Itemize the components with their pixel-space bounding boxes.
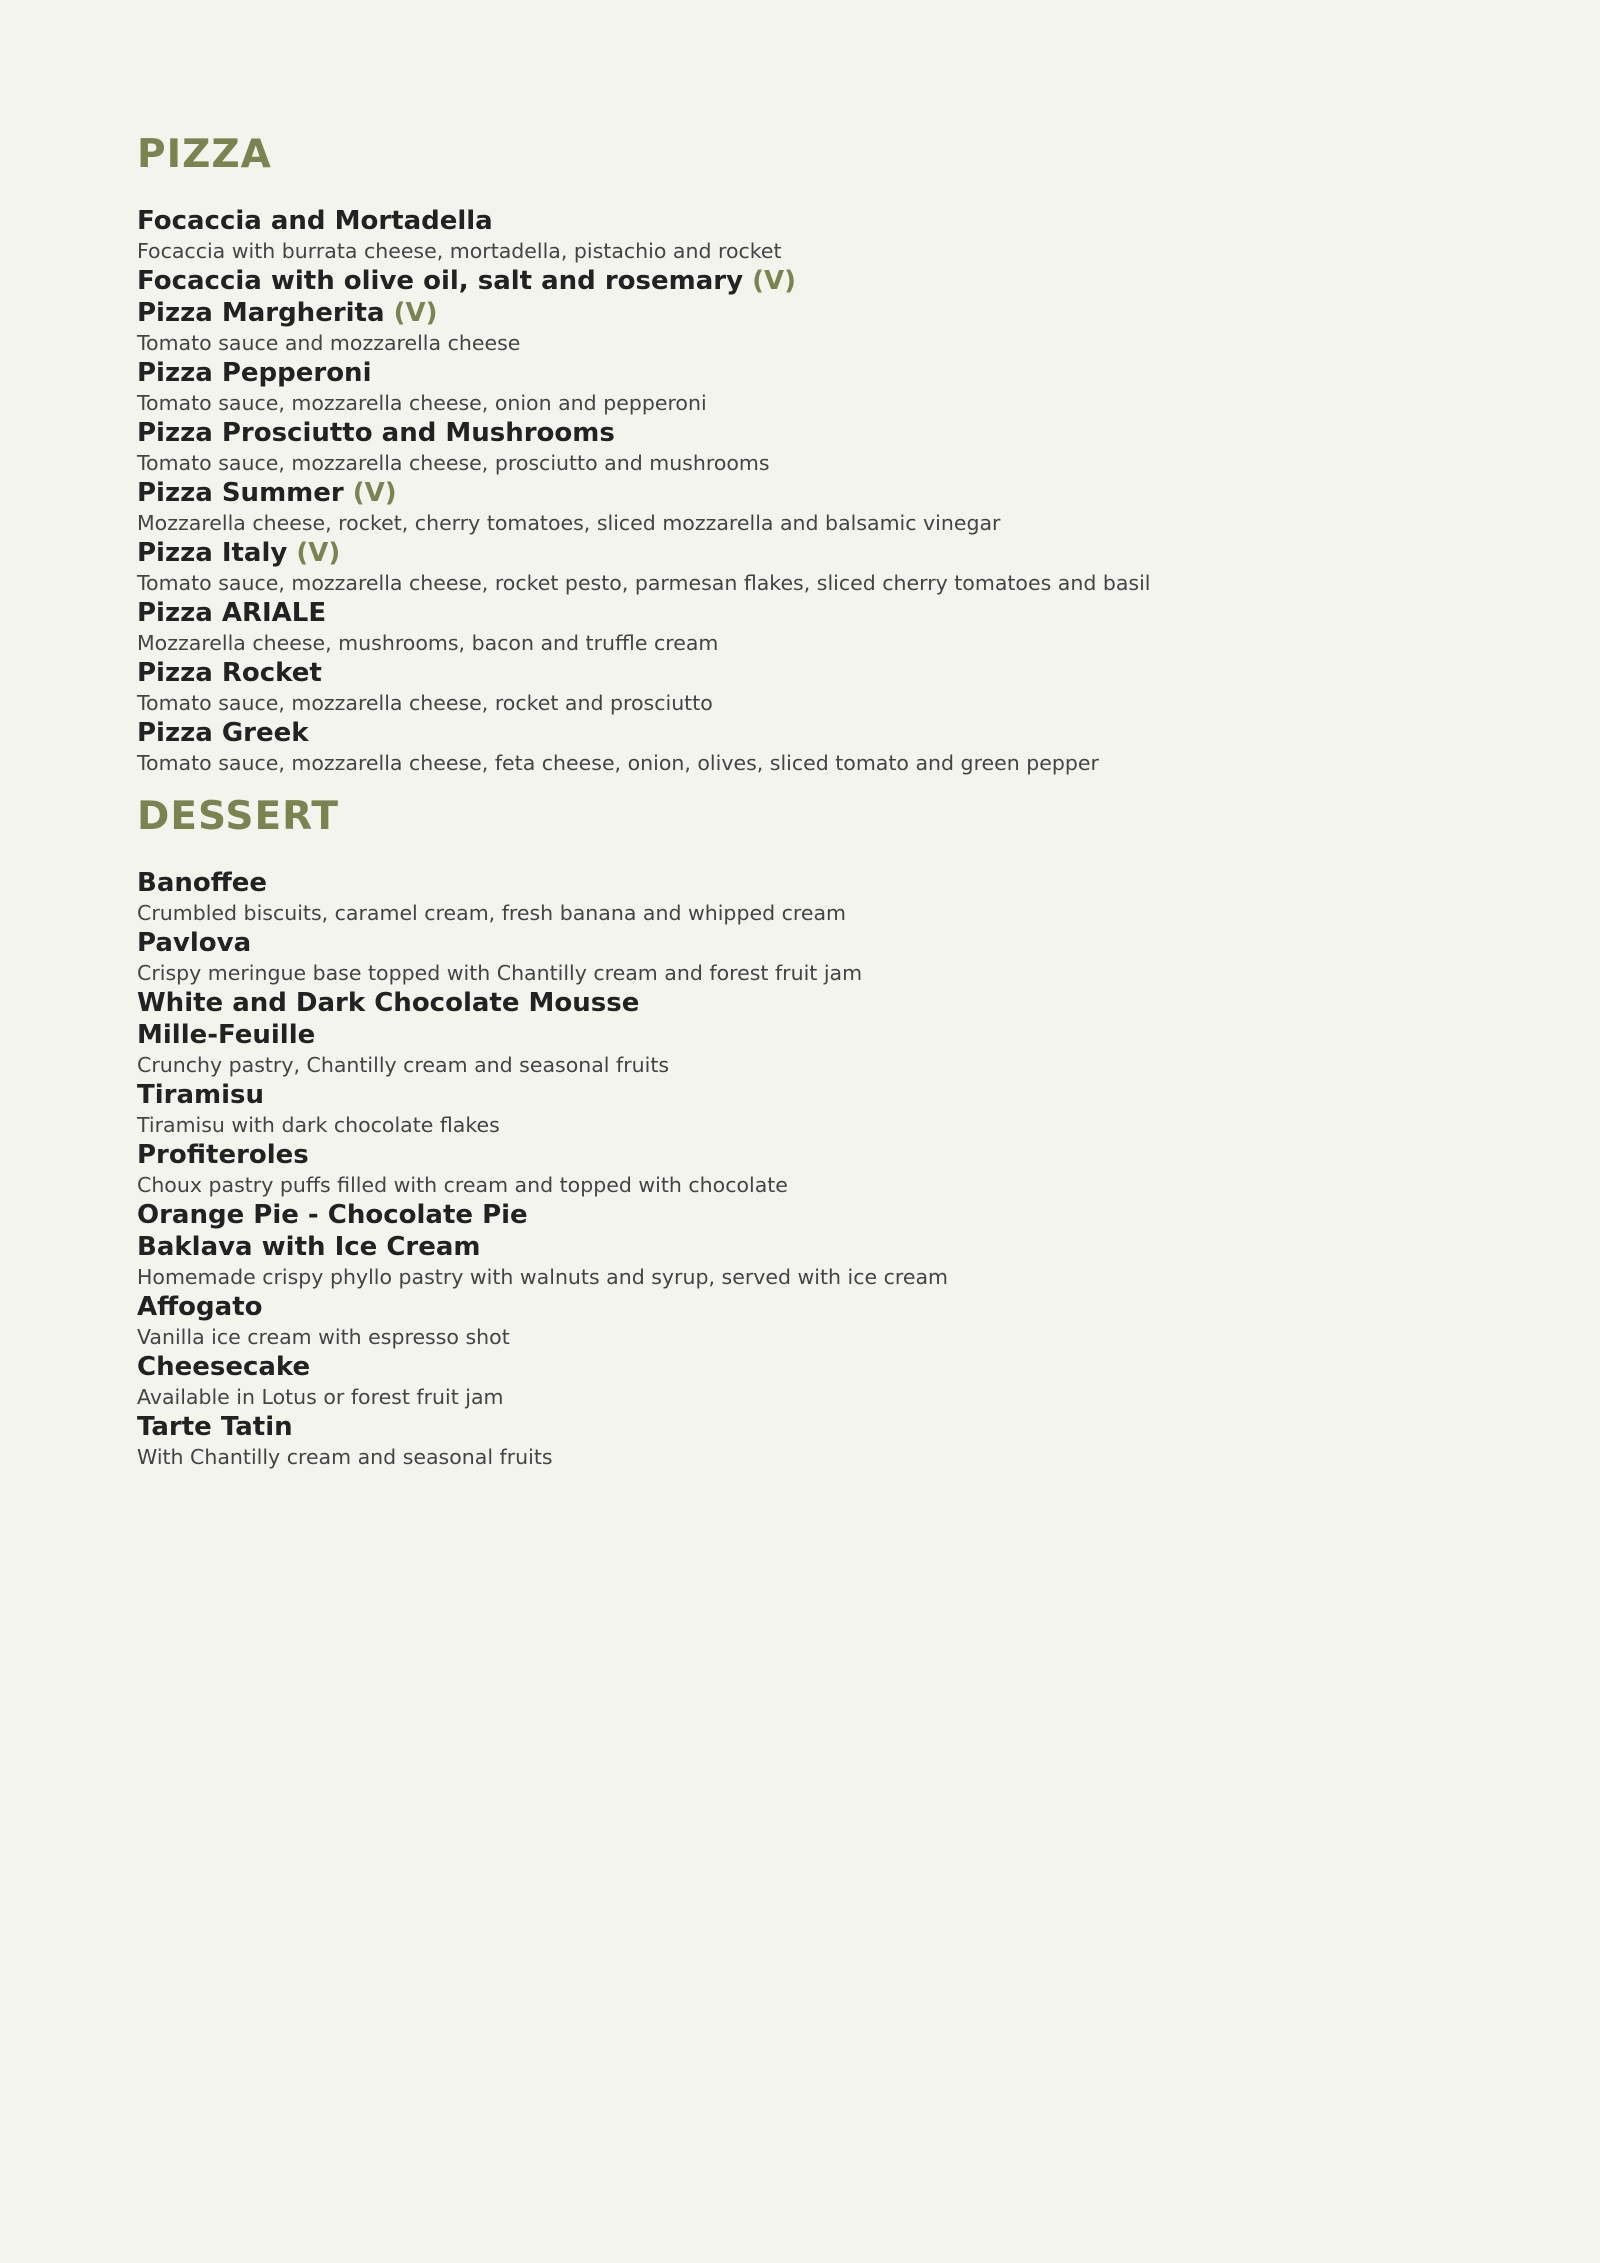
menu-item <box>137 717 1600 777</box>
menu-item-title: Tiramisu <box>137 1080 265 1110</box>
menu-item-title: Pizza Rocket <box>137 658 322 688</box>
menu-item-name <box>137 927 1600 959</box>
menu-item-title: Focaccia and Mortadella <box>137 206 493 236</box>
menu-item <box>137 1079 1600 1139</box>
vegetarian-badge: (V) <box>352 478 397 508</box>
menu-item <box>137 297 1600 357</box>
vegetarian-badge: (V) <box>296 538 341 568</box>
menu-item-name <box>137 537 1600 569</box>
menu-item <box>137 1139 1600 1199</box>
menu-item-name <box>137 597 1600 629</box>
menu-section-dessert <box>137 787 1600 1471</box>
menu-item-description: Tomato sauce, mozzarella cheese, onion and pepperoni <box>137 391 707 415</box>
vegetarian-badge: (V) <box>393 298 438 328</box>
menu-item <box>137 597 1600 657</box>
menu-item-title: Pizza Summer <box>137 478 344 508</box>
menu-item-description: Tomato sauce and mozzarella cheese <box>137 331 521 355</box>
menu-item-description: Focaccia with burrata cheese, mortadella, pistachio and rocket <box>137 239 782 263</box>
menu-item <box>137 477 1600 537</box>
menu-item-name <box>137 987 1600 1019</box>
menu-item-list <box>137 867 1600 1471</box>
menu-item-title: Pizza Margherita <box>137 298 385 328</box>
menu-item-title: Banoffee <box>137 868 268 898</box>
menu-item-title: White and Dark Chocolate Mousse <box>137 988 640 1018</box>
menu-item-description: Crunchy pastry, Chantilly cream and seasonal fruits <box>137 1053 670 1077</box>
menu-item-name <box>137 1079 1600 1111</box>
menu-item-name <box>137 1019 1600 1051</box>
menu-item-title: Profiteroles <box>137 1140 309 1170</box>
vegetarian-badge: (V) <box>752 266 797 296</box>
menu-item-name <box>137 657 1600 689</box>
menu-item-description: Crispy meringue base topped with Chantilly cream and forest fruit jam <box>137 961 863 985</box>
menu-item <box>137 1411 1600 1471</box>
menu-item-name <box>137 1351 1600 1383</box>
menu-item-description: Choux pastry puffs filled with cream and topped with chocolate <box>137 1173 788 1197</box>
menu-item-description: Vanilla ice cream with espresso shot <box>137 1325 510 1349</box>
menu-item-description: Available in Lotus or forest fruit jam <box>137 1385 504 1409</box>
menu-item-description: Tomato sauce, mozzarella cheese, prosciutto and mushrooms <box>137 451 770 475</box>
menu-item-description: Mozzarella cheese, rocket, cherry tomatoes, sliced mozzarella and balsamic vinegar <box>137 511 1001 535</box>
menu-item-title: Pizza Greek <box>137 718 309 748</box>
menu-item-name <box>137 1199 1600 1231</box>
menu-section-pizza <box>137 125 1600 777</box>
menu-item-description: Tomato sauce, mozzarella cheese, rocket and prosciutto <box>137 691 713 715</box>
menu-item-name <box>137 417 1600 449</box>
menu-item-title: Focaccia with olive oil, salt and rosemary <box>137 266 744 296</box>
menu-item-name <box>137 1411 1600 1443</box>
menu-item-name <box>137 357 1600 389</box>
menu-item <box>137 657 1600 717</box>
menu-item <box>137 1019 1600 1079</box>
section-title: DESSERT <box>137 794 339 839</box>
menu-item-name <box>137 477 1600 509</box>
menu-item-name <box>137 717 1600 749</box>
menu-item-title: Orange Pie - Chocolate Pie <box>137 1200 528 1230</box>
menu-item-name <box>137 1139 1600 1171</box>
menu-item <box>137 1351 1600 1411</box>
menu-item <box>137 927 1600 987</box>
menu-item <box>137 867 1600 927</box>
menu-item-title: Mille-Feuille <box>137 1020 316 1050</box>
menu-item-title: Pavlova <box>137 928 252 958</box>
menu-item <box>137 265 1600 297</box>
menu-item-description: Tiramisu with dark chocolate flakes <box>137 1113 500 1137</box>
menu-item-title: Affogato <box>137 1292 263 1322</box>
menu-item-name <box>137 265 1600 297</box>
menu-item-title: Pizza Prosciutto and Mushrooms <box>137 418 615 448</box>
menu-item <box>137 417 1600 477</box>
menu-item-name <box>137 1291 1600 1323</box>
menu-item-name <box>137 867 1600 899</box>
menu-item <box>137 1199 1600 1231</box>
menu-item-title: Pizza Italy <box>137 538 288 568</box>
menu-item-title: Tarte Tatin <box>137 1412 293 1442</box>
menu-item-description: Crumbled biscuits, caramel cream, fresh banana and whipped cream <box>137 901 846 925</box>
menu-item-name <box>137 205 1600 237</box>
menu-item-title: Pizza Pepperoni <box>137 358 372 388</box>
menu-item-list <box>137 205 1600 777</box>
menu-item-description: Homemade crispy phyllo pastry with walnuts and syrup, served with ice cream <box>137 1265 949 1289</box>
menu-item <box>137 537 1600 597</box>
section-title: PIZZA <box>137 132 272 177</box>
menu-item-description: Mozzarella cheese, mushrooms, bacon and truffle cream <box>137 631 719 655</box>
menu-item-title: Baklava with Ice Cream <box>137 1232 481 1262</box>
menu-item-name <box>137 1231 1600 1263</box>
menu-item-name <box>137 297 1600 329</box>
menu-item-title: Cheesecake <box>137 1352 311 1382</box>
menu-item <box>137 1231 1600 1291</box>
menu-item-title: Pizza ARIALE <box>137 598 327 628</box>
menu-item-description: With Chantilly cream and seasonal fruits <box>137 1445 553 1469</box>
menu-item <box>137 357 1600 417</box>
menu-item <box>137 987 1600 1019</box>
menu-item <box>137 205 1600 265</box>
menu-item <box>137 1291 1600 1351</box>
menu-item-description: Tomato sauce, mozzarella cheese, rocket pesto, parmesan flakes, sliced cherry tomatoes and basil <box>137 571 1151 595</box>
menu-item-description: Tomato sauce, mozzarella cheese, feta cheese, onion, olives, sliced tomato and green pepper <box>137 751 1099 775</box>
